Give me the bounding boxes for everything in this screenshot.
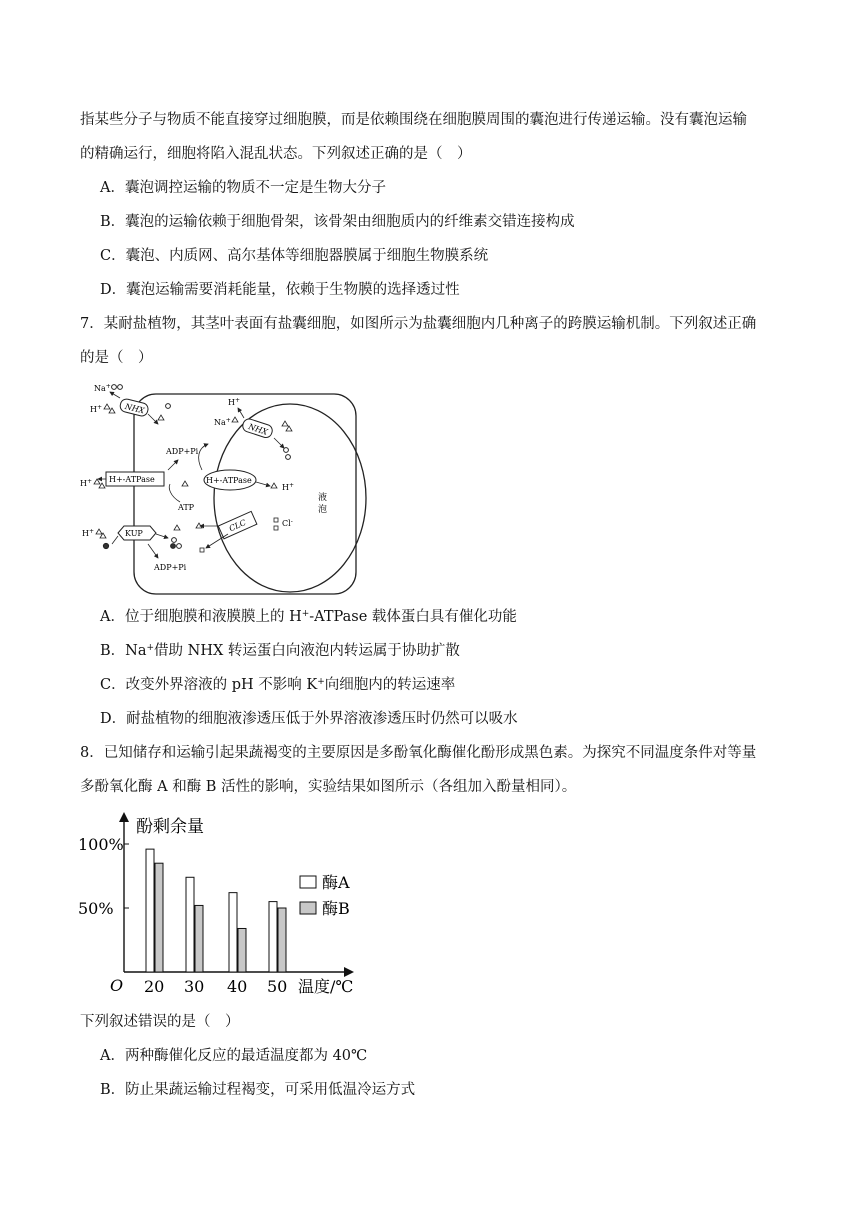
- legend-label: 酶B: [322, 899, 350, 918]
- svg-text:H+-ATPase: H+-ATPase: [109, 475, 155, 484]
- bar-enzyme-b: [278, 908, 286, 972]
- q6-option-d: D．囊泡运输需要消耗能量，依赖于生物膜的选择透过性: [100, 282, 460, 298]
- h-ion-label-4: H+: [82, 528, 95, 538]
- q7-stem-line1: 7．某耐盐植物，其茎叶表面有盐囊细胞，如图所示为盐囊细胞内几种离子的跨膜运输机制。下列叙述正确: [80, 316, 757, 332]
- adp-pi-label-2: ADP+Pi: [154, 563, 187, 572]
- vacuole-label-1: 液: [318, 493, 328, 503]
- na-ion-label-vac: Na+: [214, 417, 231, 427]
- q8-stem-line1: 8．已知储存和运输引起果蔬褐变的主要原因是多酚氧化酶催化酚形成黑色素。为探究不同温度条件对等量: [80, 745, 757, 761]
- atp-label: ATP: [178, 503, 195, 512]
- bar-enzyme-b: [195, 905, 203, 972]
- x-tick-label: 40: [227, 977, 248, 996]
- salt-bladder-cell-diagram: [78, 378, 368, 600]
- y-axis-label: 酚剩余量: [136, 817, 204, 837]
- cl-ion-label: Cl-: [282, 518, 293, 528]
- q6-option-c: C．囊泡、内质网、高尔基体等细胞器膜属于细胞生物膜系统: [100, 248, 489, 264]
- bar-enzyme-a: [146, 849, 154, 972]
- origin-label: O: [110, 976, 124, 995]
- y-tick-label: 50%: [78, 899, 114, 918]
- h-ion-label-2: H+: [80, 478, 93, 488]
- q6-stem-line1: 指某些分子与物质不能直接穿过细胞膜，而是依赖围绕在细胞膜周围的囊泡进行传递运输。没有囊泡运输: [80, 112, 747, 128]
- bar-enzyme-b: [238, 928, 246, 972]
- vacuole-label-2: 泡: [318, 505, 328, 515]
- bar-enzyme-a: [186, 877, 194, 972]
- svg-text:H+-ATPase: H+-ATPase: [206, 476, 252, 485]
- q8-after-chart: 下列叙述错误的是（ ）: [80, 1014, 240, 1030]
- q6-stem-line2: 的精确运行，细胞将陷入混乱状态。下列叙述正确的是（ ）: [80, 146, 472, 162]
- y-axis-arrow: [119, 812, 129, 822]
- x-tick-label: 30: [184, 977, 205, 996]
- h-ion-label-3: H+: [282, 482, 295, 492]
- q8-option-a: A．两种酶催化反应的最适温度都为 40℃: [100, 1048, 368, 1064]
- h-ion-label: H+: [90, 404, 103, 414]
- nhx-vacuole-membrane: [241, 417, 274, 439]
- q7-option-b: B．Na+借助 NHX 转运蛋白向液泡内转运属于协助扩散: [100, 643, 460, 659]
- q7-option-d: D．耐盐植物的细胞液渗透压低于外界溶液渗透压时仍然可以吸水: [100, 711, 518, 727]
- svg-text:NHX: NHX: [124, 401, 146, 416]
- phenol-remaining-bar-chart: [72, 810, 372, 998]
- adp-pi-label-1: ADP+Pi: [166, 447, 199, 456]
- q8-option-b: B．防止果蔬运输过程褐变，可采用低温冷运方式: [100, 1082, 416, 1098]
- svg-text:KUP: KUP: [125, 529, 143, 538]
- legend-swatch: [300, 902, 316, 914]
- q7-stem-line2: 的是（ ）: [80, 350, 153, 366]
- x-axis-arrow: [344, 967, 354, 977]
- vacuole: [214, 404, 366, 592]
- q7-option-c: C．改变外界溶液的 pH 不影响 K+向细胞内的转运速率: [100, 677, 456, 693]
- svg-text:NHX: NHX: [247, 422, 269, 437]
- q7-option-a: A．位于细胞膜和液膜膜上的 H+-ATPase 载体蛋白具有催化功能: [100, 609, 517, 625]
- q8-stem-line2: 多酚氧化酶 A 和酶 B 活性的影响，实验结果如图所示（各组加入酚量相同）。: [80, 779, 577, 795]
- bar-enzyme-a: [229, 893, 237, 972]
- legend-label: 酶A: [322, 873, 350, 892]
- bar-enzyme-b: [155, 863, 163, 972]
- q6-option-b: B．囊泡的运输依赖于细胞骨架，该骨架由细胞质内的纤维素交错连接构成: [100, 214, 575, 230]
- nhx-plasma-membrane: [119, 398, 149, 417]
- x-tick-label: 50: [267, 977, 288, 996]
- clc-vacuole-membrane: [218, 511, 257, 538]
- y-tick-label: 100%: [78, 835, 124, 854]
- x-tick-label: 20: [144, 977, 165, 996]
- x-axis-label: 温度/℃: [298, 977, 354, 996]
- na-ion-label: Na+: [94, 383, 111, 393]
- svg-text:CLC: CLC: [227, 517, 248, 534]
- legend-swatch: [300, 876, 316, 888]
- bar-enzyme-a: [269, 902, 277, 972]
- q6-option-a: A．囊泡调控运输的物质不一定是生物大分子: [100, 180, 386, 196]
- h-ion-label-vac: H+: [228, 397, 241, 407]
